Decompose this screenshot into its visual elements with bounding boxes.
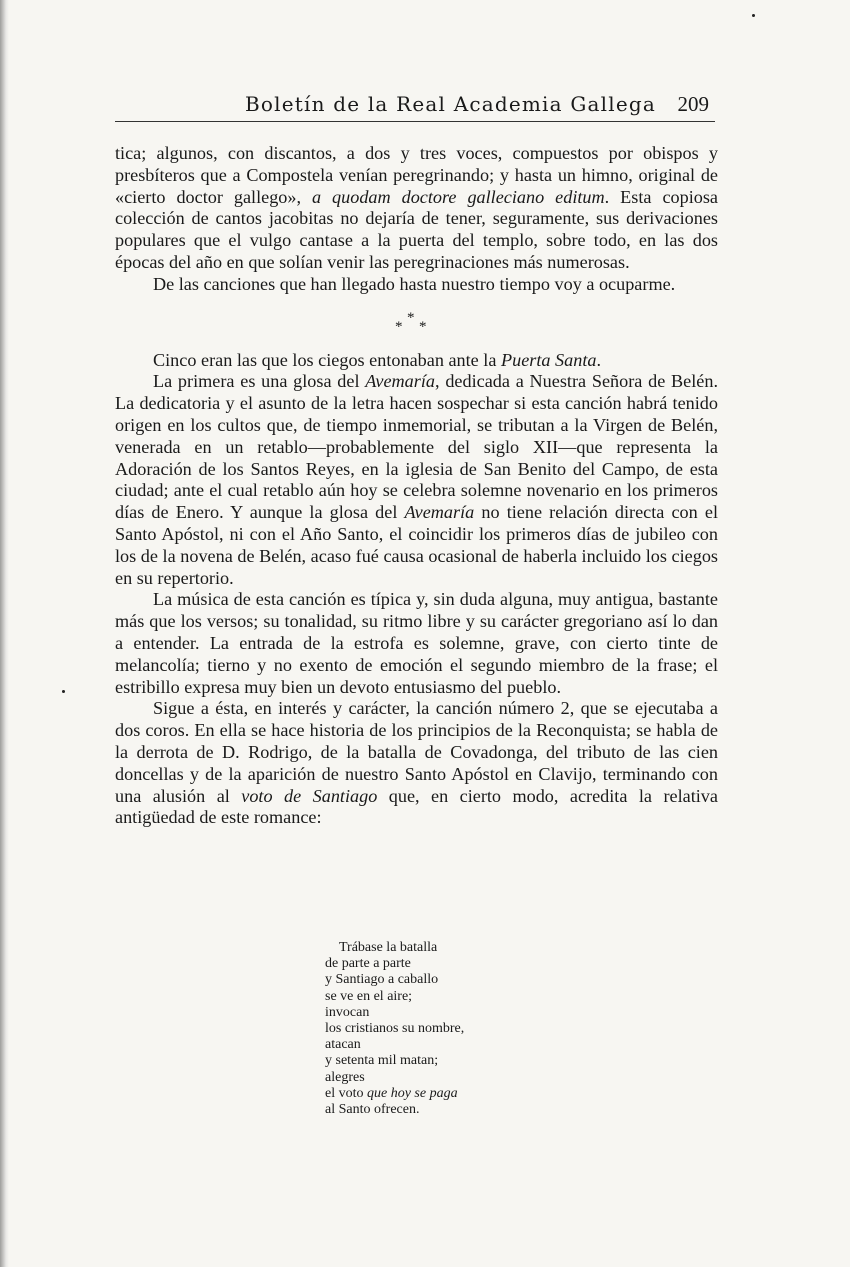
paragraph-6-text-c: que, en cierto modo, acredita la relativa antigüedad de este romance: — [115, 785, 718, 828]
paragraph-5: La música de esta canción es típica y, sin duda alguna, muy antigua, bastante más que los versos; su tonalidad, su ritmo libre y su carácter gregoriano así lo dan a entender. La entrada de la estrofa es solemne, grave, con cierto tinte de melancolía; tierno y no exento de emoción el segundo miembro de la frase; el estribillo expresa muy bien un devoto entusiasmo del pueblo. — [115, 589, 718, 697]
page-number: 209 — [677, 92, 709, 116]
paragraph-2: De las canciones que han llegado hasta nuestro tiempo voy a ocuparme. — [153, 273, 676, 294]
avemaria-2: Avemaría — [404, 502, 475, 523]
asterism-star-right: * — [419, 318, 427, 335]
verse-line: de parte a parte — [325, 956, 411, 972]
verse-line-10-a: el voto — [325, 1085, 367, 1101]
paragraph-1-text-c: . Esta copiosa colección de cantos jacobitas no dejaría de tener, seguramente, sus derivaciones populares que el vulgo cantase a la puerta del templo, sobre todo, en las dos épocas del año en que solían venir las peregrinaciones más numerosas. — [115, 186, 718, 272]
paragraph-6 — [115, 698, 718, 829]
latin-quote: a quodam doctore galleciano editum — [312, 186, 605, 207]
section-asterism — [395, 308, 435, 344]
body-text — [115, 143, 718, 829]
paragraph-3-text-c: . — [596, 349, 602, 370]
paragraph-4-text-c: , dedicada a Nuestra Señora de Belén. La dedicatoria y el asunto de la letra hacen sospechar si esta canción habrá tenido origen en los cultos que, de tiempo inmemorial, se tributan a la Virgen de Belén, venerada en un retablo—probablemente del siglo XII—que representa la Adoración de los Santos Reyes, en la iglesia de San Benito del Campo, de esta ciudad; ante el cual retablo aún hoy se celebra solemne novenario en los primeros días de Enero. Y aunque la glosa del — [115, 371, 718, 523]
verse-line — [323, 1086, 464, 1102]
header-rule — [115, 121, 715, 122]
page-binding-edge — [0, 0, 9, 1267]
verse-quote — [323, 940, 464, 1118]
running-header — [115, 92, 715, 122]
verse-line: invocan — [325, 1004, 370, 1020]
journal-title: Boletín de la Real Academia Gallega — [245, 92, 656, 116]
verse-line: se ve en el aire; — [325, 988, 413, 1004]
verse-line: alegres — [325, 1069, 365, 1085]
paragraph-3-text-a: Cinco eran las que los ciegos entonaban ante la — [153, 349, 501, 370]
print-speck — [62, 690, 65, 693]
avemaria-1: Avemaría — [365, 371, 436, 392]
print-speck — [752, 14, 755, 17]
asterism-star-top: * — [407, 309, 415, 326]
voto-de-santiago: voto de Santiago — [241, 785, 378, 806]
asterism-star-left: * — [395, 318, 403, 335]
puerta-santa: Puerta Santa — [500, 349, 597, 370]
verse-line: al Santo ofrecen. — [325, 1102, 420, 1118]
paragraph-6-text-a: Sigue a ésta, en interés y carácter, la canción número 2, que se ejecutaba a dos coros. En ella se hace historia de los principios de la Reconquista; se habla de la derrota de D. Rodrigo, de la batalla de Covadonga, del tributo de las cien doncellas y de la aparición de nuestro Santo Apóstol en Clavijo, terminando con una alusión al — [115, 698, 718, 806]
paragraph-4 — [115, 371, 718, 589]
verse-line: atacan — [325, 1037, 361, 1053]
verse-line: y setenta mil matan; — [325, 1053, 439, 1069]
paragraph-4-text-e: no tiene relación directa con el Santo Apóstol, ni con el Año Santo, el coincidir los primeros días de jubileo con los de la novena de Belén, acaso fué causa ocasional de haberla incluido los ciegos en su repertorio. — [115, 502, 718, 588]
verse-line: Trábase la batalla — [339, 940, 438, 955]
paragraph-1-text-a: tica; algunos, con discantos, a dos y tres voces, compuestos por obispos y presbíteros que a Compostela venían peregrinando; y hasta un himno, original de «cierto doctor gallego», — [115, 143, 718, 207]
verse-line: los cristianos su nombre, — [325, 1021, 465, 1037]
verse-line: y Santiago a caballo — [325, 972, 439, 988]
paragraph-1 — [115, 143, 718, 274]
paragraph-4-text-a: La primera es una glosa del — [153, 371, 366, 392]
verse-line-10-italic: que hoy se paga — [367, 1085, 458, 1101]
paragraph-3 — [115, 350, 718, 372]
